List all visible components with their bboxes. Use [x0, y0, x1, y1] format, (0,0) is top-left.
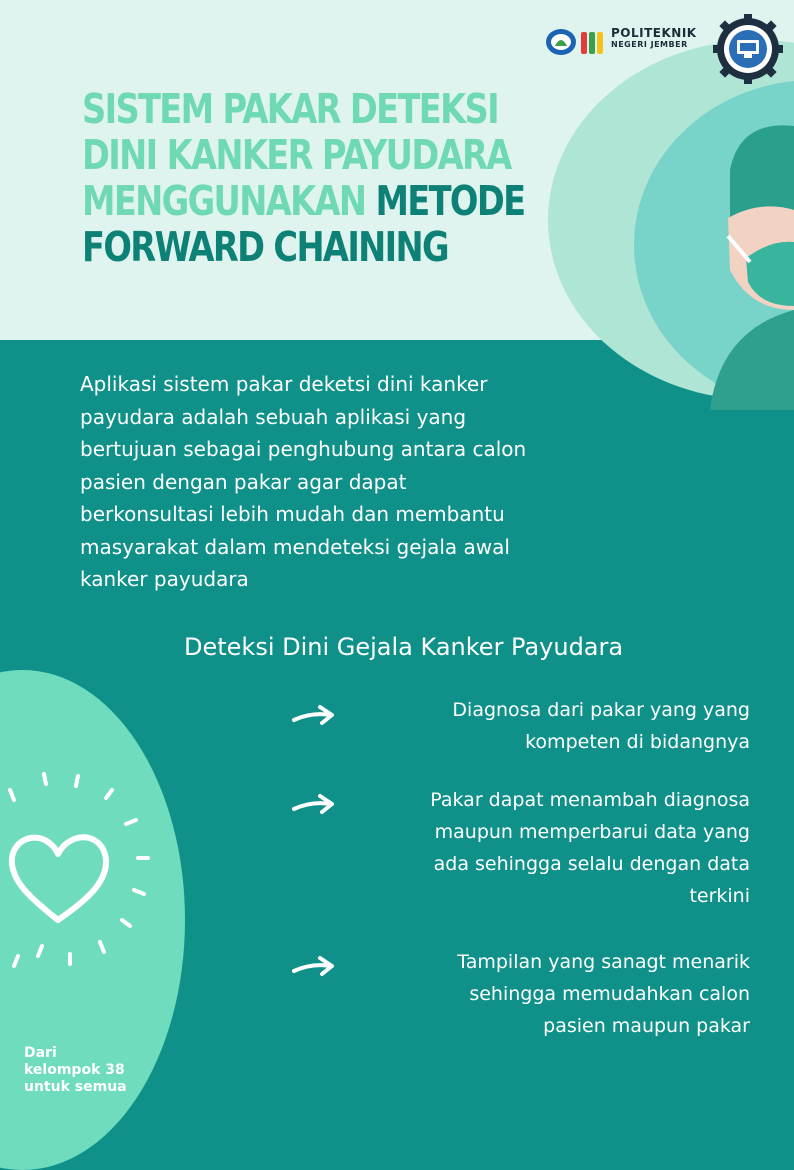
- institution-line2: NEGERI JEMBER: [611, 40, 688, 49]
- title-line4: FORWARD CHAINING: [82, 223, 449, 271]
- intro-line: payudara adalah sebuah aplikasi yang: [80, 404, 467, 429]
- feature-line: Tampilan yang sanagt menarik: [457, 951, 750, 973]
- doctor-body: [710, 310, 794, 410]
- feature-item: [330, 946, 750, 1042]
- feature-line: kompeten di bidangnya: [525, 731, 750, 753]
- title-line1: SISTEM PAKAR DETEKSI: [82, 85, 498, 133]
- feature-line: sehingga memudahkan calon: [469, 983, 750, 1005]
- feature-line: Pakar dapat menambah diagnosa: [430, 789, 750, 811]
- intro-paragraph: [80, 368, 640, 596]
- signoff-line: untuk semua: [24, 1079, 127, 1095]
- institution-line1: POLITEKNIK: [611, 26, 697, 40]
- intro-line: kanker payudara: [80, 567, 249, 591]
- feature-line: maupun memperbarui data yang: [434, 821, 750, 843]
- intro-line: bertujuan sebagai penghubung antara calon: [80, 437, 527, 461]
- feature-line: terkini: [689, 885, 750, 907]
- institution-name: [611, 26, 697, 50]
- feature-line: Diagnosa dari pakar yang yang: [452, 699, 750, 721]
- doctor-illustration: [700, 110, 794, 410]
- intro-line: berkonsultasi lebih mudah dan membantu: [80, 502, 505, 526]
- title-line3-light: MENGGUNAKAN: [82, 177, 366, 225]
- teknik-informatika-seal-icon: [713, 14, 783, 84]
- section-title: Deteksi Dini Gejala Kanker Payudara: [184, 633, 624, 661]
- signoff: [24, 1045, 164, 1096]
- polije-logo-icon: [545, 26, 609, 60]
- doctor-cap: [730, 125, 794, 220]
- logos: [545, 14, 785, 74]
- feature-line: ada sehingga selalu dengan data: [433, 853, 750, 875]
- intro-line: Aplikasi sistem pakar deketsi dini kanker: [80, 372, 488, 396]
- title-line3-dark: METODE: [375, 177, 525, 225]
- page-title: [82, 85, 525, 271]
- heart-icon: [0, 770, 170, 980]
- intro-line: pasien dengan pakar agar dapat: [80, 469, 407, 494]
- intro-line: masyarakat dalam mendeteksi gejala awal: [80, 534, 510, 559]
- feature-item: [330, 694, 750, 758]
- title-line2: DINI KANKER PAYUDARA: [82, 131, 511, 179]
- signoff-line: Dari: [24, 1045, 57, 1061]
- feature-line: pasien maupun pakar: [543, 1015, 750, 1037]
- feature-item: [330, 784, 750, 912]
- signoff-line: kelompok 38: [24, 1062, 125, 1078]
